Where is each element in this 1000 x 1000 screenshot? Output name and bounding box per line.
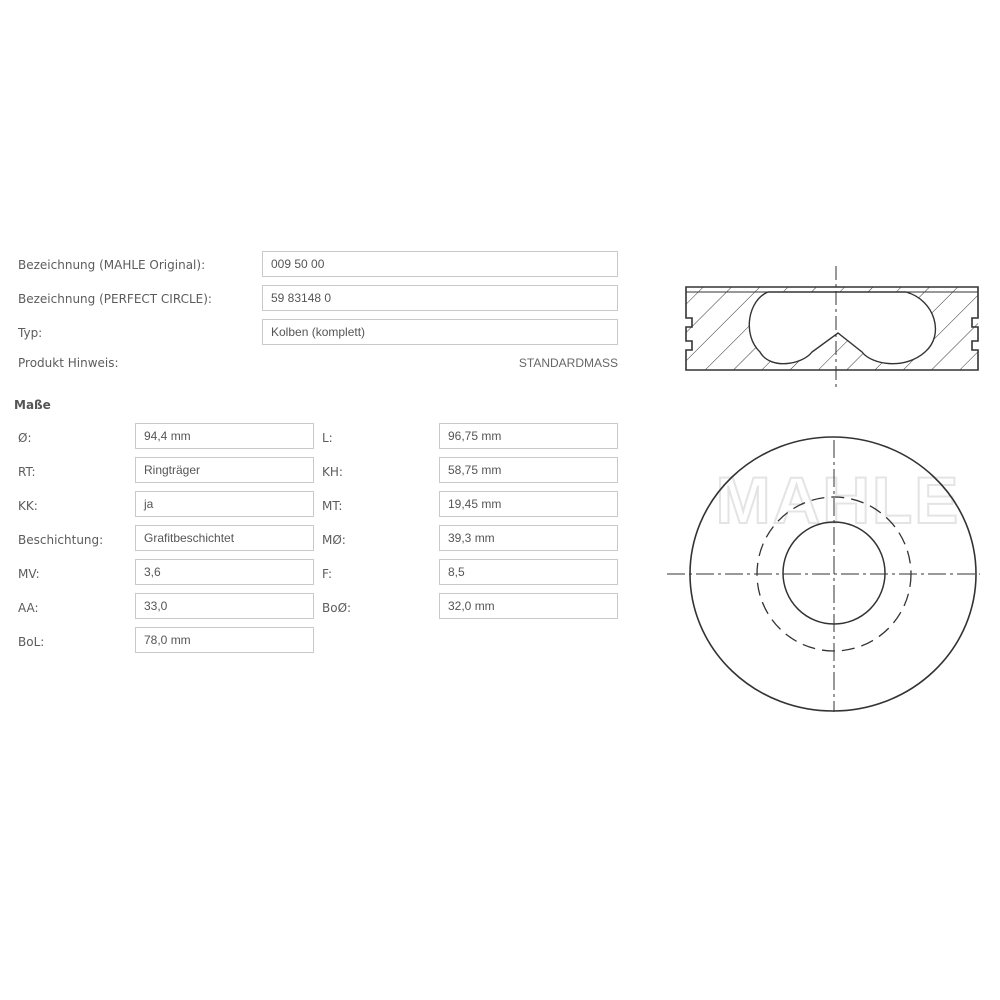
field-kh[interactable]: 58,75 mm <box>439 457 618 483</box>
label-beschichtung: Beschichtung: <box>18 533 104 547</box>
label-bol: BoL: <box>18 635 45 649</box>
mahle-watermark: MAHLE <box>715 463 961 537</box>
field-perfect-circle[interactable]: 59 83148 0 <box>262 285 618 311</box>
label-f: F: <box>322 567 333 581</box>
label-durchmesser: Ø: <box>18 431 32 445</box>
label-produkt-hinweis: Produkt Hinweis: <box>18 356 119 370</box>
field-mahle-original[interactable]: 009 50 00 <box>262 251 618 277</box>
field-l[interactable]: 96,75 mm <box>439 423 618 449</box>
field-rt[interactable]: Ringträger <box>135 457 314 483</box>
label-kh: KH: <box>322 465 343 479</box>
field-durchmesser[interactable]: 94,4 mm <box>135 423 314 449</box>
field-mt[interactable]: 19,45 mm <box>439 491 618 517</box>
label-l: L: <box>322 431 333 445</box>
field-kk[interactable]: ja <box>135 491 314 517</box>
label-kk: KK: <box>18 499 38 513</box>
label-aa: AA: <box>18 601 39 615</box>
field-typ[interactable]: Kolben (komplett) <box>262 319 618 345</box>
label-perfect-circle: Bezeichnung (PERFECT CIRCLE): <box>18 292 212 306</box>
label-mo: MØ: <box>322 533 346 547</box>
field-bol[interactable]: 78,0 mm <box>135 627 314 653</box>
produkt-hinweis-value: STANDARDMASS <box>518 356 618 370</box>
piston-top-view <box>667 437 980 712</box>
label-mt: MT: <box>322 499 343 513</box>
label-rt: RT: <box>18 465 36 479</box>
label-mv: MV: <box>18 567 40 581</box>
field-boo[interactable]: 32,0 mm <box>439 593 618 619</box>
piston-technical-drawing <box>660 260 980 720</box>
field-beschichtung[interactable]: Grafitbeschichtet <box>135 525 314 551</box>
label-mahle-original: Bezeichnung (MAHLE Original): <box>18 258 206 272</box>
piston-cross-section <box>686 266 978 388</box>
field-f[interactable]: 8,5 <box>439 559 618 585</box>
field-mo[interactable]: 39,3 mm <box>439 525 618 551</box>
field-aa[interactable]: 33,0 <box>135 593 314 619</box>
label-boo: BoØ: <box>322 601 352 615</box>
field-mv[interactable]: 3,6 <box>135 559 314 585</box>
label-typ: Typ: <box>18 326 43 340</box>
section-title-masse: Maße <box>14 398 51 412</box>
